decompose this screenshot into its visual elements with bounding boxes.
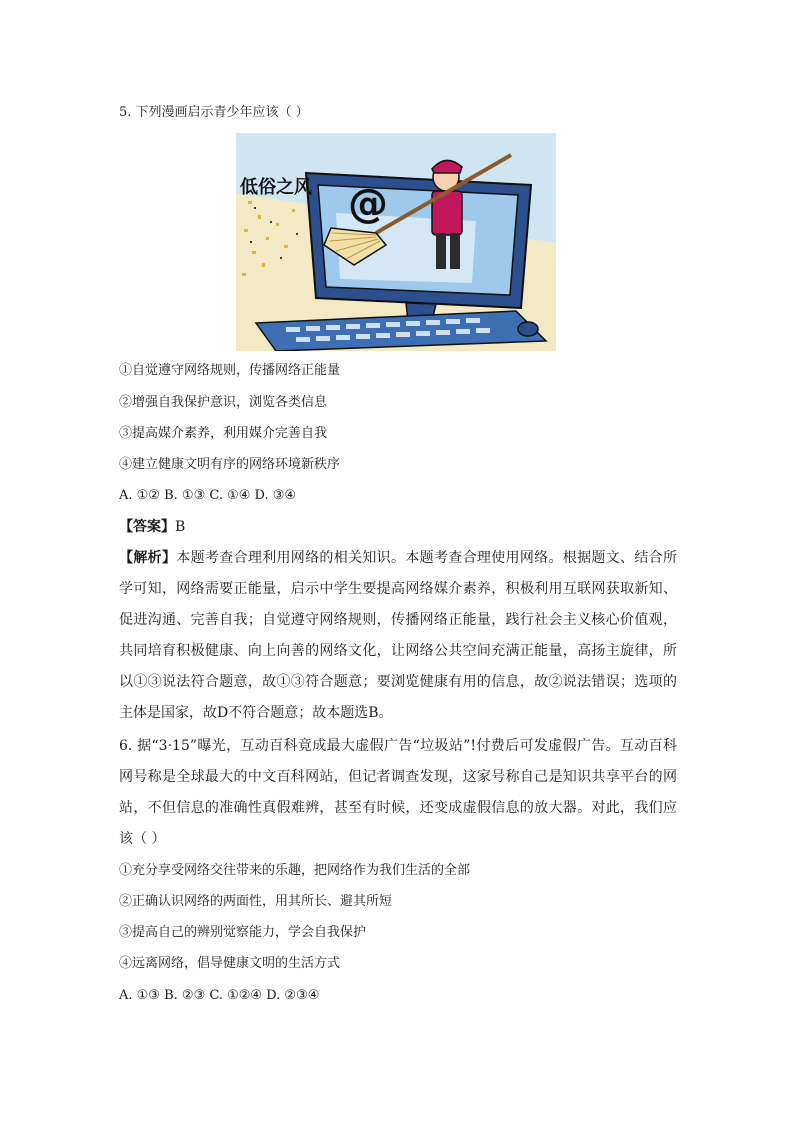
cartoon-illustration [236, 133, 556, 351]
answer-value: B [175, 519, 186, 535]
q6-option-3: ③提高自己的辨别觉察能力，学会自我保护 [119, 925, 367, 940]
q6-choices: A. ①③ B. ②③ C. ①②④ D. ②③④ [119, 988, 320, 1003]
cartoon-caption: 低俗之风 [240, 177, 312, 198]
analysis-text: 本题考查合理利用网络的相关知识。本题考查合理使用网络。根据题文、结合所学可知，网络需要正能量，启示中学生要提高网络媒介素养，积极利用互联网获取新知、促进沟通、完善自我；自觉遵守网络规则，传播网络正能量，践行社会主义核心价值观，共同培育积极健康、向上向善的网络文化，让网络公共空间充满正能量，高扬主旋律，所以①③说法符合题意，故①③符合题意；要浏览健康有用的信息，故②说法错误；选项的主体是国家，故D不符合题意；故本题选B。 [119, 550, 678, 721]
analysis-tag: 【解析】 [119, 550, 177, 566]
q5-stem: 5. 下列漫画启示青少年应该（ ） [119, 105, 309, 120]
q5-option-3: ③提高媒介素养，利用媒介完善自我 [119, 426, 328, 441]
q6-option-2: ②正确认识网络的两面性，用其所长、避其所短 [119, 894, 393, 909]
q6-option-4: ④远离网络，倡导健康文明的生活方式 [119, 956, 341, 971]
q5-option-1: ①自觉遵守网络规则，传播网络正能量 [119, 363, 341, 378]
q5-choices: A. ①② B. ①③ C. ①④ D. ③④ [119, 488, 297, 503]
q5-option-2: ②增强自我保护意识，浏览各类信息 [119, 395, 328, 410]
q6-stem [119, 731, 677, 855]
at-symbol-text: @ [348, 181, 388, 227]
q6-stem-text: 6. 据“3·15”曝光，互动百科竟成最大虚假广告“垃圾站”!付费后可发虚假广告。互动百科网号称是全球最大的中文百科网站，但记者调查发现，这家号称自己是知识共享平台的网站，不但信息的准确性真假难辨，甚至有时候，还变成虚假信息的放大器。对此，我们应该（ ） [119, 738, 677, 847]
answer-tag: 【答案】 [119, 519, 175, 535]
q5-analysis [119, 543, 677, 729]
q6-option-1: ①充分享受网络交往带来的乐趣，把网络作为我们生活的全部 [119, 863, 471, 878]
q5-option-4: ④建立健康文明有序的网络环境新秩序 [119, 457, 341, 472]
q5-answer [119, 518, 185, 536]
